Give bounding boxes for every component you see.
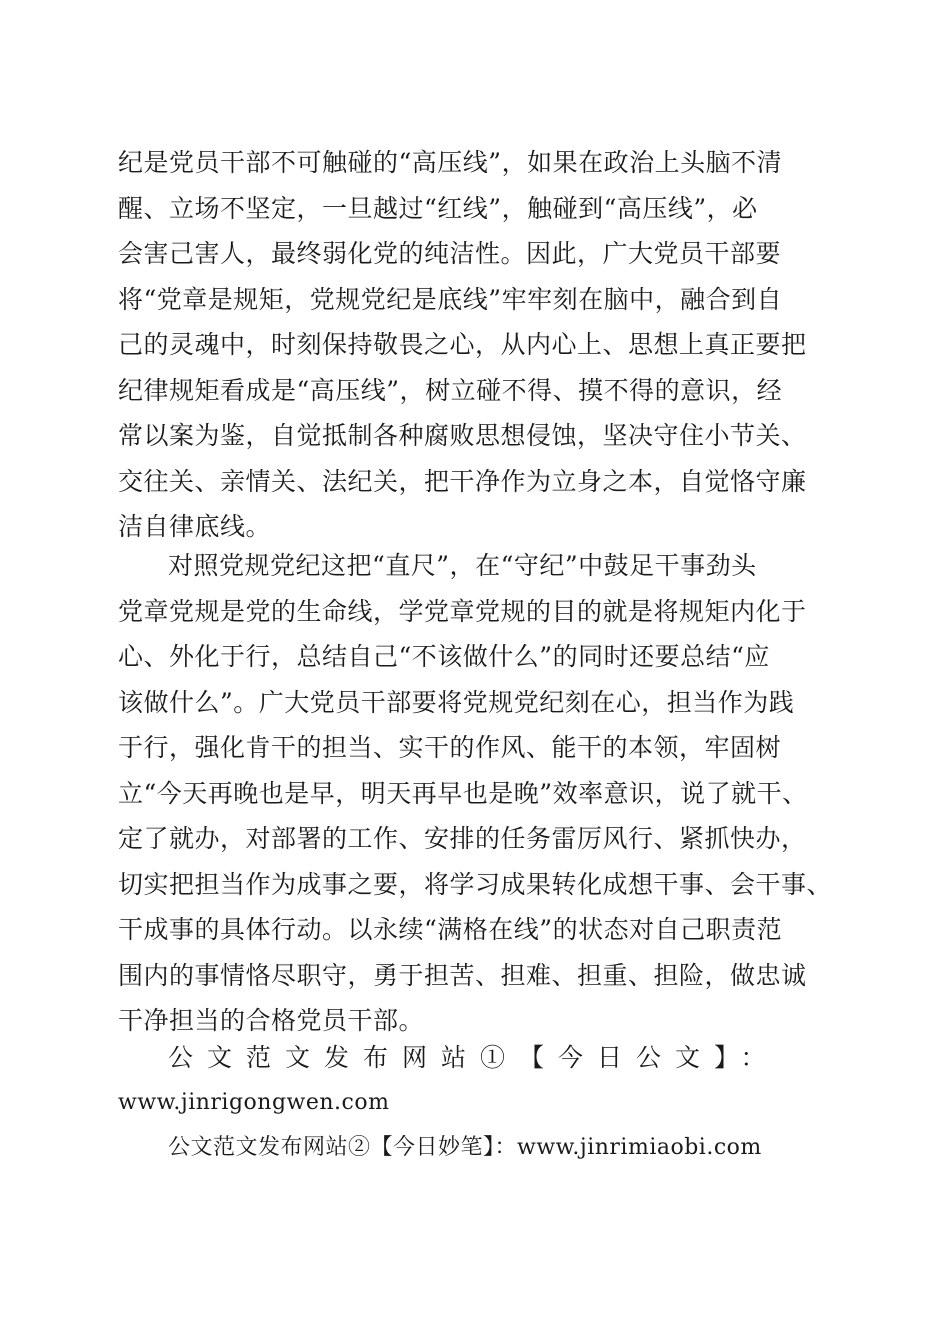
footer-site-1-label: 公文范文发布网站①【今日公文】： <box>168 1043 780 1072</box>
text-line: 醒、立场不坚定，一旦越过“红线”，触碰到“高压线”，必 <box>118 194 758 223</box>
text-line: 会害己害人，最终弱化党的纯洁性。因此，广大党员干部要 <box>118 239 782 268</box>
text-line: 干净担当的合格党员干部。 <box>118 1006 425 1035</box>
section-heading: 对照党规党纪这把“直尺”，在“守纪”中鼓足干事劲头 <box>168 551 757 580</box>
text-line: 干成事的具体行动。以永续“满格在线”的状态对自己职责范 <box>118 915 783 944</box>
text-line: 常以案为鉴，自觉抵制各种腐败思想侵蚀，坚决守住小节关、 <box>118 421 807 450</box>
text-line: 切实把担当作为成事之要，将学习成果转化成想干事、会干事、 <box>118 870 833 899</box>
text-line: 党章党规是党的生命线，学党章党规的目的就是将规矩内化于 <box>118 597 807 626</box>
text-line: 于行，强化肯干的担当、实干的作风、能干的本领，牢固树 <box>118 733 782 762</box>
footer-site-1-url[interactable]: www.jinrigongwen.com <box>118 1090 390 1115</box>
text-line: 洁自律底线。 <box>118 512 272 541</box>
text-line: 立“今天再晚也是早，明天再早也是晚”效率意识，说了就干、 <box>118 779 808 808</box>
text-line: 将“党章是规矩，党规党纪是底线”牢牢刻在脑中，融合到自 <box>118 285 783 314</box>
text-line: 该做什么”。广大党员干部要将党规党纪刻在心，担当作为践 <box>118 688 795 717</box>
text-line: 己的灵魂中，时刻保持敬畏之心，从内心上、思想上真正要把 <box>118 330 807 359</box>
text-line: 心、外化于行，总结自己“不该做什么”的同时还要总结“应 <box>118 642 770 671</box>
text-line: 围内的事情恪尽职守，勇于担苦、担难、担重、担险，做忠诚 <box>118 961 807 990</box>
text-line: 纪是党员干部不可触碰的“高压线”，如果在政治上头脑不清 <box>118 148 783 177</box>
text-line: 交往关、亲情关、法纪关，把干净作为立身之本，自觉恪守廉 <box>118 467 807 496</box>
text-line: 纪律规矩看成是“高压线”，树立碰不得、摸不得的意识，经 <box>118 376 783 405</box>
text-line: 定了就办，对部署的工作、安排的任务雷厉风行、紧抓快办， <box>118 824 807 853</box>
footer-site-2[interactable]: 公文范文发布网站②【今日妙笔】：www.jinrimiaobi.com <box>168 1135 762 1160</box>
